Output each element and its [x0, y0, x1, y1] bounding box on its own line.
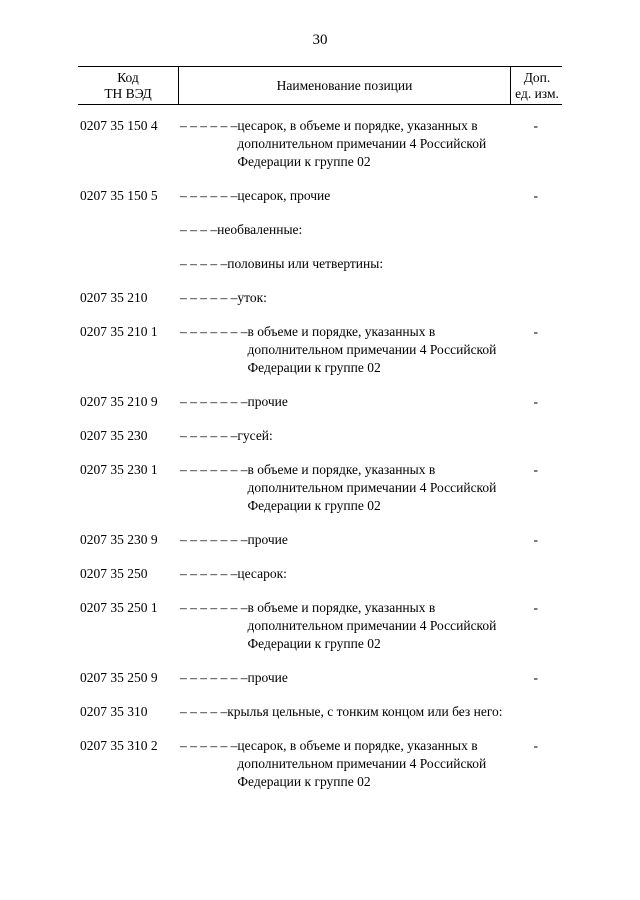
row-text: гусей:	[237, 428, 273, 443]
row-description	[180, 565, 510, 583]
row-text: необваленные:	[217, 222, 303, 237]
row-dashes: – – – – – – –	[180, 394, 248, 409]
row-description	[180, 187, 510, 205]
row-text: в объеме и порядке, указанных в дополнительном примечании 4 Российской Федерации к группе 02	[247, 462, 497, 513]
row-code: 0207 35 230	[80, 428, 148, 443]
row-text: цесарок, прочие	[237, 188, 331, 203]
header-code-line2: ТН ВЭД	[104, 85, 152, 101]
row-description	[180, 669, 510, 687]
row-description	[180, 289, 510, 307]
row-code: 0207 35 210 1	[80, 324, 158, 339]
row-description	[180, 427, 510, 445]
table-row	[80, 187, 560, 205]
row-dashes: – – – – – – –	[180, 462, 248, 477]
table-row	[80, 289, 560, 307]
row-code: 0207 35 150 5	[80, 188, 158, 203]
table-row	[80, 323, 560, 377]
row-dashes: – – – – – – –	[180, 324, 248, 339]
table-body	[80, 117, 560, 807]
row-description	[180, 393, 510, 411]
row-unit: -	[533, 324, 538, 339]
row-dashes: – – – – – – –	[180, 600, 248, 615]
row-unit: -	[533, 462, 538, 477]
row-unit: -	[533, 670, 538, 685]
row-dashes: – – – –	[180, 222, 218, 237]
row-code: 0207 35 230 1	[80, 462, 158, 477]
table-row	[80, 599, 560, 653]
row-text: крылья цельные, с тонким концом или без него:	[227, 704, 503, 719]
table-row	[80, 703, 560, 721]
row-dashes: – – – – – –	[180, 290, 238, 305]
table-row	[80, 461, 560, 515]
row-code: 0207 35 310 2	[80, 738, 158, 753]
row-text: прочие	[247, 670, 288, 685]
header-code-cell	[78, 67, 179, 104]
row-text: цесарок, в объеме и порядке, указанных в дополнительном примечании 4 Российской Федерации к группе 02	[237, 118, 487, 169]
row-description	[180, 531, 510, 549]
row-unit: -	[533, 188, 538, 203]
row-dashes: – – – – – –	[180, 118, 238, 133]
row-text: уток:	[237, 290, 267, 305]
row-code: 0207 35 250	[80, 566, 148, 581]
row-dashes: – – – – – – –	[180, 670, 248, 685]
header-unit-line1: Доп.	[523, 69, 551, 85]
row-dashes: – – – – –	[180, 256, 228, 271]
row-unit: -	[533, 394, 538, 409]
row-code: 0207 35 310	[80, 704, 148, 719]
row-text: цесарок, в объеме и порядке, указанных в дополнительном примечании 4 Российской Федерации к группе 02	[237, 738, 487, 789]
row-code: 0207 35 250 1	[80, 600, 158, 615]
table-row	[80, 393, 560, 411]
row-code: 0207 35 210	[80, 290, 148, 305]
row-code: 0207 35 250 9	[80, 670, 158, 685]
row-dashes: – – – – – –	[180, 566, 238, 581]
row-unit: -	[533, 738, 538, 753]
row-dashes: – – – – – –	[180, 188, 238, 203]
table-header	[78, 66, 562, 105]
row-dashes: – – – – – –	[180, 428, 238, 443]
row-description	[180, 255, 510, 273]
row-description	[180, 599, 510, 653]
row-unit: -	[533, 118, 538, 133]
row-text: в объеме и порядке, указанных в дополнительном примечании 4 Российской Федерации к группе 02	[247, 600, 497, 651]
header-code-line1: Код	[117, 69, 139, 85]
row-text: прочие	[247, 532, 288, 547]
table-row	[80, 669, 560, 687]
row-description	[180, 323, 510, 377]
table-row	[80, 117, 560, 171]
row-description	[180, 703, 510, 721]
row-description	[180, 117, 510, 171]
row-text: цесарок:	[237, 566, 287, 581]
row-unit: -	[533, 532, 538, 547]
row-code: 0207 35 230 9	[80, 532, 158, 547]
header-unit-cell	[510, 67, 563, 104]
row-text: прочие	[247, 394, 288, 409]
row-dashes: – – – – – – –	[180, 532, 248, 547]
table-row	[80, 427, 560, 445]
table-row	[80, 737, 560, 791]
row-description	[180, 221, 510, 239]
header-name-cell	[179, 67, 510, 104]
row-code: 0207 35 150 4	[80, 118, 158, 133]
page-number: 30	[312, 32, 328, 48]
row-dashes: – – – – – –	[180, 738, 238, 753]
table-row	[80, 221, 560, 239]
row-description	[180, 737, 510, 791]
table-row	[80, 565, 560, 583]
table-row	[80, 255, 560, 273]
row-unit: -	[533, 600, 538, 615]
row-code: 0207 35 210 9	[80, 394, 158, 409]
table-row	[80, 531, 560, 549]
row-text: половины или четвертины:	[227, 256, 384, 271]
row-text: в объеме и порядке, указанных в дополнительном примечании 4 Российской Федерации к группе 02	[247, 324, 497, 375]
row-dashes: – – – – –	[180, 704, 228, 719]
header-name: Наименование позиции	[276, 77, 413, 93]
row-description	[180, 461, 510, 515]
header-unit-line2: ед. изм.	[515, 85, 559, 101]
